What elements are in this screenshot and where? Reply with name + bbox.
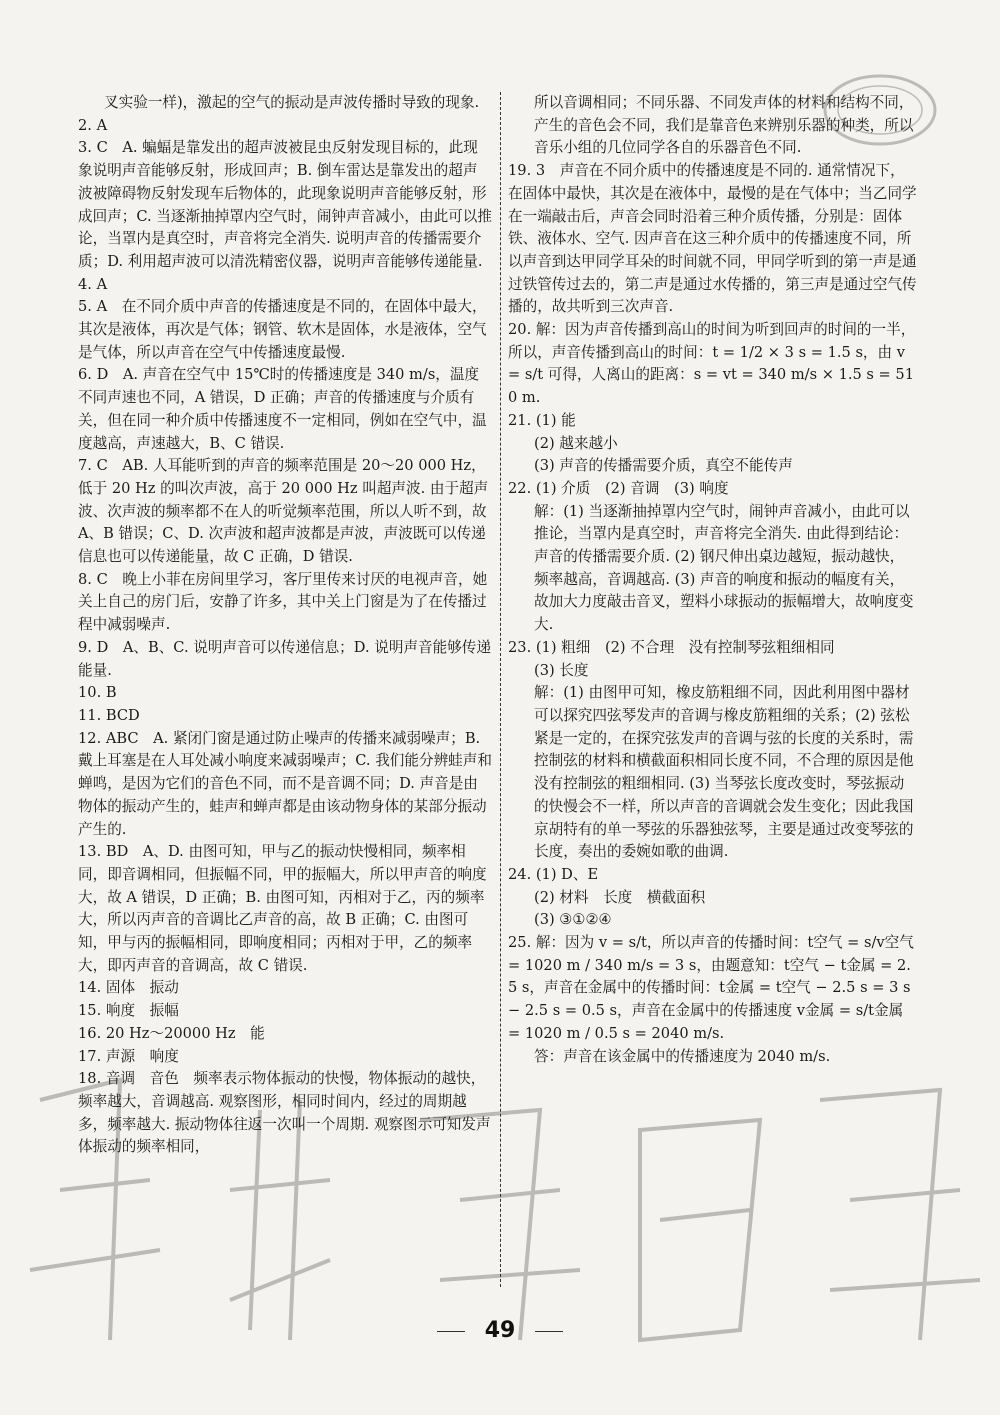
left-column	[78, 92, 492, 1159]
column-divider	[500, 92, 501, 1287]
answer-item: 5. A 在不同介质中声音的传播速度是不同的，在固体中最大，其次是液体，再次是气体；钢管、软木是固体，水是液体，空气是气体，所以声音在空气中传播速度最慢.	[78, 298, 487, 361]
answer-item: 叉实验一样)，激起的空气的振动是声波传播时导致的现象.	[104, 94, 480, 111]
answer-item: 6. D A. 声音在空气中 15℃时的传播速度是 340 m/s，温度不同声速也不同，A 错误，D 正确；声音的传播速度与介质有关，但在同一种介质中传播速度不一定相同，例如在空气中，温度越高，声速越大，B、C 错误.	[78, 366, 487, 452]
answer-item: (3) ③①②④	[534, 911, 612, 929]
answer-item: 12. ABC A. 紧闭门窗是通过防止噪声的传播来减弱噪声；B. 戴上耳塞是在人耳处减小响度来减弱噪声；C. 我们能分辨蛙声和蝉鸣，是因为它们的音色不同，而不是音调不同；D. 声音是由物体的振动产生的，蛙声和蝉声都是由该动物身体的某部分振动产生的.	[78, 729, 492, 838]
answer-item: 16. 20 Hz～20000 Hz 能	[78, 1024, 265, 1042]
answer-item: 3. C A. 蝙蝠是靠发出的超声波被昆虫反射发现目标的，此现象说明声音能够反射，形成回声；B. 倒车雷达是靠发出的超声波被障碍物反射发现车后物体的，此现象说明声音能够反射，形成回声；C. 当逐渐抽掉罩内空气时，闹钟声音减小，由此可以推论，当罩内是真空时，声音将完全消失. 说明声音的传播需要介质；D. 利用超声波可以清洗精密仪器，说明声音能够传递能量.	[78, 139, 492, 270]
answer-item: (3) 长度	[534, 661, 589, 679]
answer-item: 18. 音调 音色 频率表示物体振动的快慢，物体振动的越快，频率越大，音调越高. 观察图形，相同时间内，经过的周期越多，频率越大. 振动物体往返一次叫一个周期. 观察图示可知发声体振动的频率相同，	[78, 1070, 491, 1156]
answer-item: (2) 越来越小	[534, 434, 618, 452]
answer-item: (3) 声音的传播需要介质，真空不能传声	[534, 457, 793, 475]
answer-item: 23. (1) 粗细 (2) 不合理 没有控制琴弦粗细相同	[508, 638, 835, 656]
answer-item: 11. BCD	[78, 706, 140, 724]
answer-item: 8. C 晚上小菲在房间里学习，客厅里传来讨厌的电视声音，她关上自己的房门后，安静了许多，其中关上门窗是为了在传播过程中减弱噪声.	[78, 570, 488, 634]
answer-item: 20. 解：因为声音传播到高山的时间为听到回声的时间的一半，所以，声音传播到高山的时间：t = 1/2 × 3 s = 1.5 s，由 v = s/t 可得，人离山的距离：s = vt = 340 m/s × 1.5 s = 510 m.	[508, 321, 916, 407]
answer-item: 解：(1) 当逐渐抽掉罩内空气时，闹钟声音减小，由此可以推论，当罩内是真空时，声音将完全消失. 由此得到结论：声音的传播需要介质. (2) 钢尺伸出桌边越短，振动越快，频率越高，音调越高. (3) 声音的响度和振动的幅度有关，故加大力度敲击音叉，塑料小球振动的振幅增大，故响度变大.	[534, 502, 914, 634]
answer-item: 9. D A、B、C. 说明声音可以传递信息；D. 说明声音能够传递能量.	[78, 638, 491, 679]
answer-item: 22. (1) 介质 (2) 音调 (3) 响度	[508, 479, 729, 497]
answer-item: 7. C AB. 人耳能听到的声音的频率范围是 20～20 000 Hz，低于 20 Hz 的叫次声波，高于 20 000 Hz 叫超声波. 由于超声波、次声波的频率都不在人的听觉频率范围，所以人听不到，故 A、B 错误；C、D. 次声波和超声波都是声波，声波既可以传递信息也可以传递能量，故 C 正确，D 错误.	[78, 457, 492, 566]
answer-item: 21. (1) 能	[508, 411, 576, 429]
answer-item: 10. B	[78, 684, 117, 702]
answer-item: 4. A	[78, 275, 108, 293]
answer-item: 19. 3 声音在不同介质中的传播速度是不同的. 通常情况下，在固体中最快，其次是在液体中，最慢的是在气体中；当乙同学在一端敲击后，声音会同时沿着三种介质传播，分别是：固体铁、液体水、空气. 因声音在这三种介质中的传播速度不同，所以声音到达甲同学耳朵的时间就不同，甲同学听到的第一声是通过铁管传过去的，第二声是通过水传播的，第三声是通过空气传播的，故共听到三次声音.	[508, 162, 917, 316]
answer-item: 14. 固体 振动	[78, 979, 179, 997]
page-number: 49	[484, 1318, 516, 1343]
answer-item: 解：(1) 由图甲可知，橡皮筋粗细不同，因此利用图中器材可以探究四弦琴发声的音调与橡皮筋粗细的关系；(2) 弦松紧是一定的，在探究弦发声的音调与弦的长度的关系时，需控制弦的材料和横截面积相同长度不同，不合理的原因是他没有控制弦的粗细相同. (3) 当琴弦长度改变时，琴弦振动的快慢会不一样，所以声音的音调就会发生变化；因此我国京胡特有的单一琴弦的乐器独弦琴，主要是通过改变琴弦的长度，奏出的委婉如歌的曲调.	[534, 684, 914, 861]
footer-dash-right	[535, 1331, 563, 1332]
answer-item: 2. A	[78, 116, 108, 134]
right-column	[508, 92, 918, 1068]
answer-item: (2) 材料 长度 横截面积	[534, 888, 706, 906]
answer-item: 13. BD A、D. 由图可知，甲与乙的振动快慢相同，频率相同，即音调相同，但振幅不同，甲的振幅大，所以甲声音的响度大，故 A 错误，D 正确；B. 由图可知，丙相对于乙，丙的频率大，所以丙声音的音调比乙声音的高，故 B 正确；C. 由图可知，甲与丙的振幅相同，即响度相同；丙相对于甲，乙的频率大，即丙声音的音调高，故 C 错误.	[78, 843, 487, 974]
answer-item: 答：声音在该金属中的传播速度为 2040 m/s.	[534, 1047, 831, 1065]
answer-item: 17. 声源 响度	[78, 1047, 179, 1065]
answer-item: 所以音调相同；不同乐器、不同发声体的材料和结构不同，产生的音色会不同，我们是靠音色来辨别乐器的种类，所以音乐小组的几位同学各自的乐器音色不同.	[534, 94, 914, 157]
page-number-footer	[0, 1318, 1000, 1343]
footer-dash-left	[437, 1331, 465, 1332]
answer-item: 25. 解：因为 v = s/t，所以声音的传播时间：t空气 = s/v空气 = 1020 m / 340 m/s = 3 s，由题意知：t空气 − t金属 = 2.5 s，声音在金属中的传播时间：t金属 = t空气 − 2.5 s = 3 s − 2.5 s = 0.5 s，声音在金属中的传播速度 v金属 = s/t金属 = 1020 m / 0.5 s = 2040 m/s.	[508, 934, 919, 1042]
answer-item: 24. (1) D、E	[508, 865, 599, 883]
answer-item: 15. 响度 振幅	[78, 1002, 179, 1020]
